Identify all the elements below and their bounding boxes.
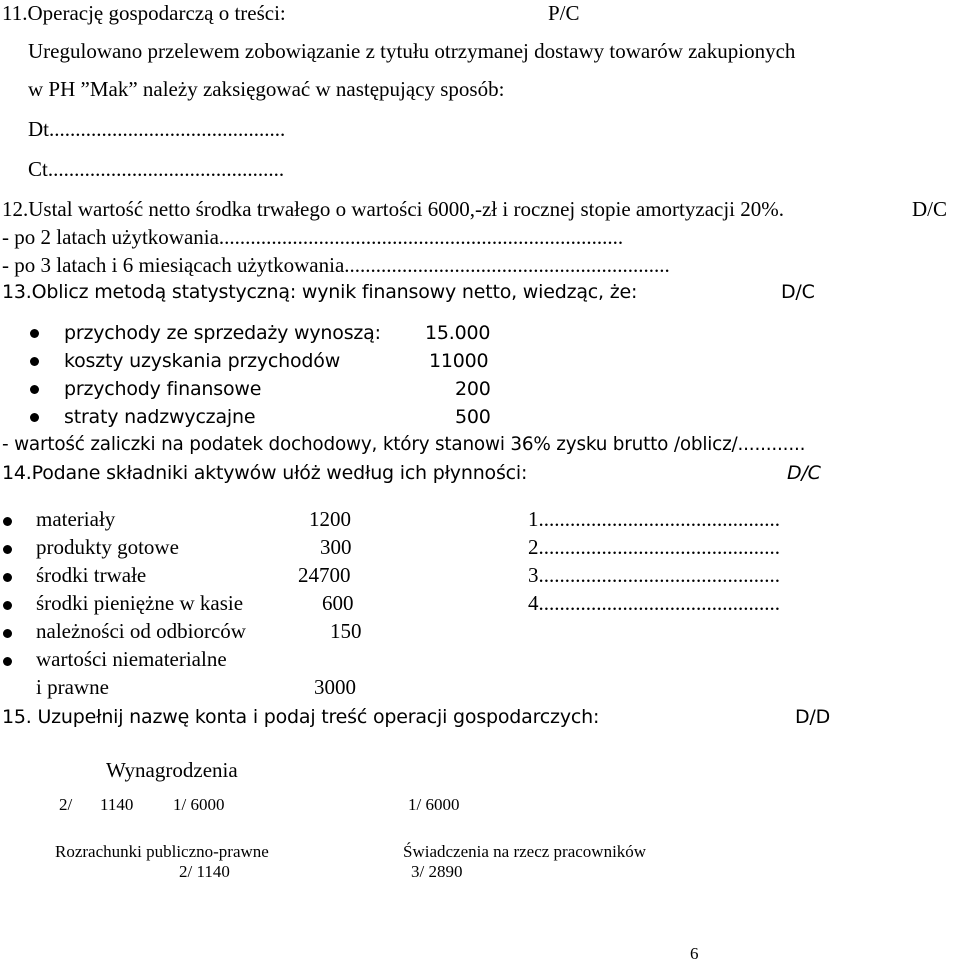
bullet-icon	[3, 517, 12, 526]
q13-title: 13.Oblicz metodą statystyczną: wynik finansowy netto, wiedząc, że:	[2, 281, 638, 303]
q11-code: P/C	[548, 1, 580, 25]
account-entry: 2/ 1140	[179, 862, 230, 881]
q15-code: D/D	[795, 706, 831, 728]
q14-answer: 3..............................................	[528, 563, 780, 587]
q13-item-label: koszty uzyskania przychodów	[64, 350, 341, 372]
q14-item-label: wartości niematerialne	[36, 647, 227, 671]
q14-code: D/C	[787, 462, 821, 484]
bullet-icon	[3, 573, 12, 582]
q13-item-value: 11000	[429, 350, 489, 372]
bullet-icon	[3, 629, 12, 638]
bullet-icon	[30, 413, 39, 422]
bullet-icon	[30, 357, 39, 366]
account-entry: 3/ 2890	[411, 862, 463, 881]
q13-item-label: przychody finansowe	[64, 378, 262, 400]
q12-item1: - po 2 latach użytkowania.............................................................................	[2, 225, 624, 249]
bullet-icon	[3, 545, 12, 554]
bullet-icon	[3, 657, 12, 666]
q14-item-label: materiały	[36, 507, 116, 531]
q13-item-label: straty nadzwyczajne	[64, 406, 256, 428]
bullet-icon	[3, 601, 12, 610]
q13-item-value: 200	[455, 378, 491, 400]
q14-item-label: produkty gotowe	[36, 535, 179, 559]
q11-line1: Uregulowano przelewem zobowiązanie z tytułu otrzymanej dostawy towarów zakupionych	[28, 39, 796, 63]
q14-answer: 4..............................................	[528, 591, 780, 615]
q13-footer: - wartość zaliczki na podatek dochodowy, który stanowi 36% zysku brutto /oblicz/............	[2, 434, 806, 455]
account-wynagrodzenia-title: Wynagrodzenia	[106, 758, 238, 782]
page-number: 6	[690, 944, 699, 963]
q12-title: 12.Ustal wartość netto środka trwałego o wartości 6000,-zł i rocznej stopie amortyzacji 20%.	[2, 197, 785, 221]
account-entry: 1/ 6000	[173, 795, 225, 814]
account-rozrachunki-title: Rozrachunki publiczno-prawne	[55, 842, 269, 861]
account-entry: 1/ 6000	[408, 795, 460, 814]
account-entry: 1140	[100, 795, 134, 814]
bullet-icon	[30, 329, 39, 338]
account-swiadczenia-title: Świadczenia na rzecz pracowników	[403, 842, 647, 861]
q14-last-label: i prawne	[36, 675, 109, 699]
q14-item-label: środki trwałe	[36, 563, 147, 587]
q14-item-value: 600	[322, 591, 354, 615]
q13-item-value: 15.000	[425, 322, 491, 344]
q11-line2: w PH ”Mak” należy zaksięgować w następujący sposób:	[28, 77, 505, 101]
q15-title: 15. Uzupełnij nazwę konta i podaj treść operacji gospodarczych:	[2, 706, 600, 728]
q14-answer: 2..............................................	[528, 535, 780, 559]
q14-item-label: środki pieniężne w kasie	[36, 591, 244, 615]
q14-last-value: 3000	[314, 675, 356, 699]
q14-item-value: 150	[330, 619, 362, 643]
q14-item-label: należności od odbiorców	[36, 619, 246, 643]
q13-code: D/C	[781, 281, 815, 303]
q14-item-value: 24700	[298, 563, 351, 587]
q14-answer: 1..............................................	[528, 507, 780, 531]
q11-dt: Dt.............................................	[28, 117, 286, 141]
q14-item-value: 1200	[309, 507, 351, 531]
q11-ct: Ct.............................................	[28, 157, 285, 181]
q14-title: 14.Podane składniki aktywów ułóż według ich płynności:	[2, 462, 528, 484]
q12-item2: - po 3 latach i 6 miesiącach użytkowania..............................................................	[2, 253, 670, 277]
q12-code: D/C	[912, 197, 948, 221]
bullet-icon	[30, 385, 39, 394]
q14-item-value: 300	[320, 535, 352, 559]
account-entry: 2/	[59, 795, 73, 814]
q13-item-label: przychody ze sprzedaży wynoszą:	[64, 322, 381, 344]
q13-item-value: 500	[455, 406, 491, 428]
q11-title: 11.Operację gospodarczą o treści:	[2, 1, 286, 25]
